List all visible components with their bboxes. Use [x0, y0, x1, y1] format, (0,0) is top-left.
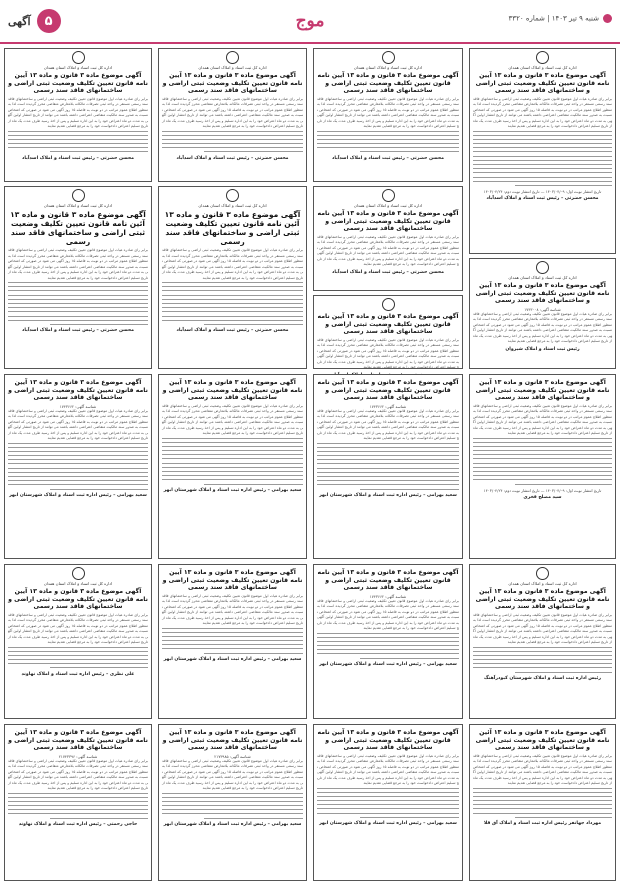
notice-title: آگهی موضوع ماده ۳ قانون و ماده ۱۳ آیین نامه قانون تعیین تکلیف وضعیت ثبتی اراضی و ساختمانهای فاقد سند رسمی	[162, 379, 303, 401]
notice-signature: رئیس اداره ثبت اسناد و املاک شهرستان کبودرآهنگ	[484, 675, 601, 681]
notice-shenase: شناسه آگهی: ۱۷۴۳۰۰۸	[524, 306, 561, 312]
page-header	[0, 0, 620, 44]
notice-text-lines	[8, 282, 148, 325]
emblem-icon	[536, 51, 549, 64]
notice-org: اداره کل ثبت اسناد و املاک استان همدان	[198, 65, 267, 70]
notice-signature: محسن حضرتی – رئیس ثبت اسناد و املاک اسدآباد	[176, 155, 289, 161]
notice-title: آگهی موضوع ماده ۳ قانون و ماده ۱۳ آیین نامه قانون تعیین تکلیف وضعیت ثبتی اراضی و ساختمانهای فاقد سند رسمی	[162, 569, 303, 591]
notice-title: آگهی موضوع ماده ۳ قانون و ماده ۱۳ آیین نامه قانون تعیین تکلیف وضعیت ثبتی اراضی و ساختمانهای فاقد سند رسمی	[475, 282, 610, 304]
emblem-icon	[72, 189, 85, 202]
notice-title: آگهی موضوع ماده ۳ قانون و ماده ۱۳ آیین نامه قانون تعیین تکلیف وضعیت ثبتی اراضی و ساختمانهای فاقد سند رسمی	[8, 379, 148, 401]
notice-signature: سعید بهرامی – رئیس اداره ثبت اسناد و املاک شهرستان ابهر	[319, 661, 457, 667]
notice-body: برابر رای صادره هیات اول موضوع قانون تعیین تکلیف وضعیت ثبتی اراضی و ساختمانهای فاقد سند رسمی مستقر در واحد ثبتی تصرفات مالکانه بلامعارض متقاضی محرز گردیده است لذا به منظور اطلاع عموم مراتب در دو نوبت به فاصله ۱۵ روز آگهی می شود در صورتی که اشخاص نسبت به صدور سند مالکیت متقاضی اعتراضی داشته باشند می توانند از تاریخ انتشار اولین آگهی به مدت دو ماه اعتراض خود را به این اداره تسلیم و پس از اخذ رسید ظرف مدت یک ماه از تاریخ تسلیم اعتراض دادخواست خود را به مرجع قضایی تقدیم نمایند	[317, 234, 459, 266]
notice-org: اداره کل ثبت اسناد و املاک استان همدان	[353, 65, 423, 70]
emblem-icon	[226, 51, 239, 64]
notice-body: برابر رای صادره هیات اول موضوع قانون تعیین تکلیف وضعیت ثبتی اراضی و ساختمانهای فاقد سند رسمی مستقر در واحد ثبتی تصرفات مالکانه بلامعارض متقاضی محرز گردیده است لذا به منظور اطلاع عموم مراتب در دو نوبت به فاصله ۱۵ روز آگهی می شود در صورتی که اشخاص نسبت به صدور سند مالکیت متقاضی اعتراضی داشته باشند می توانند از تاریخ انتشار اولین آگهی به مدت دو ماه اعتراض خود را به این اداره تسلیم و پس از اخذ رسید ظرف مدت یک ماه از تاریخ تسلیم اعتراض دادخواست خود را به مرجع قضایی تقدیم نمایند	[473, 96, 612, 128]
notice-text-lines	[162, 282, 303, 325]
notice-ad	[158, 374, 307, 559]
notice-ad	[313, 186, 463, 291]
emblem-icon	[382, 189, 395, 202]
notice-text-lines	[473, 438, 612, 485]
notice-ad	[313, 295, 463, 369]
emblem-icon	[382, 298, 395, 311]
notice-ad	[469, 258, 616, 369]
page-number-badge: ۵	[37, 9, 61, 33]
notice-signature: سعید بهرامی – رئیس اداره ثبت اسناد و املاک شهرستان ابهر	[163, 487, 302, 493]
notice-ad	[469, 724, 616, 881]
notice-body: برابر رای صادره هیات اول موضوع قانون تعیین تکلیف وضعیت ثبتی اراضی و ساختمانهای فاقد سند رسمی مستقر در واحد ثبتی تصرفات مالکانه بلامعارض متقاضی محرز گردیده است لذا به منظور اطلاع عموم مراتب در دو نوبت به فاصله ۱۵ روز آگهی می شود در صورتی که اشخاص نسبت به صدور سند مالکیت متقاضی اعتراضی داشته باشند می توانند از تاریخ انتشار اولین آگهی به مدت دو ماه اعتراض خود را به این اداره تسلیم و پس از اخذ رسید ظرف مدت یک ماه از تاریخ تسلیم اعتراض دادخواست خود را به مرجع قضایی تقدیم نمایند	[8, 96, 148, 128]
notice-body: برابر رای صادره هیات اول موضوع قانون تعیین تکلیف وضعیت ثبتی اراضی و ساختمانهای فاقد سند رسمی مستقر در واحد ثبتی تصرفات مالکانه بلامعارض متقاضی محرز گردیده است لذا به منظور اطلاع عموم مراتب در دو نوبت به فاصله ۱۵ روز آگهی می شود در صورتی که اشخاص نسبت به صدور سند مالکیت متقاضی اعتراضی داشته باشند می توانند از تاریخ انتشار اولین آگهی به مدت دو ماه اعتراض خود را به این اداره تسلیم و پس از اخذ رسید ظرف مدت یک ماه از تاریخ تسلیم اعتراض دادخواست خود را به مرجع قضایی تقدیم نمایند	[317, 753, 459, 785]
notice-body: برابر رای صادره هیات اول موضوع قانون تعیین تکلیف وضعیت ثبتی اراضی و ساختمانهای فاقد سند رسمی مستقر در واحد ثبتی تصرفات مالکانه بلامعارض متقاضی محرز گردیده است لذا به منظور اطلاع عموم مراتب در دو نوبت به فاصله ۱۵ روز آگهی می شود در صورتی که اشخاص نسبت به صدور سند مالکیت متقاضی اعتراضی داشته باشند می توانند از تاریخ انتشار اولین آگهی به مدت دو ماه اعتراض خود را به این اداره تسلیم و پس از اخذ رسید ظرف مدت یک ماه از تاریخ تسلیم اعتراض دادخواست خود را به مرجع قضایی تقدیم نمایند	[473, 403, 612, 435]
notice-text-lines	[317, 633, 459, 659]
notice-body: برابر رای صادره هیات اول موضوع قانون تعیین تکلیف وضعیت ثبتی اراضی و ساختمانهای فاقد سند رسمی مستقر در واحد ثبتی تصرفات مالکانه بلامعارض متقاضی محرز گردیده است لذا به منظور اطلاع عموم مراتب در دو نوبت به فاصله ۱۵ روز آگهی می شود در صورتی که اشخاص نسبت به صدور سند مالکیت متقاضی اعتراضی داشته باشند می توانند از تاریخ انتشار اولین آگهی به مدت دو ماه اعتراض خود را به این اداره تسلیم و پس از اخذ رسید ظرف مدت یک ماه از تاریخ تسلیم اعتراض دادخواست خود را به مرجع قضایی تقدیم نمایند	[317, 337, 459, 369]
notice-signature: محسن حضرتی – رئیس ثبت اسناد و املاک اسدآباد	[486, 196, 599, 202]
notice-body: برابر رای صادره هیات اول موضوع قانون تعیین تکلیف وضعیت ثبتی اراضی و ساختمانهای فاقد سند رسمی مستقر در واحد ثبتی تصرفات مالکانه بلامعارض متقاضی محرز گردیده است لذا به منظور اطلاع عموم مراتب در دو نوبت به فاصله ۱۵ روز آگهی می شود در صورتی که اشخاص نسبت به صدور سند مالکیت متقاضی اعتراضی داشته باشند می توانند از تاریخ انتشار اولین آگهی به مدت دو ماه اعتراض خود را به این اداره تسلیم و پس از اخذ رسید ظرف مدت یک ماه از تاریخ تسلیم اعتراض دادخواست خود را به مرجع قضایی تقدیم نمایند	[162, 96, 303, 128]
notice-text-lines	[473, 788, 612, 818]
notice-body: برابر رای صادره هیات اول موضوع قانون تعیین تکلیف وضعیت ثبتی اراضی و ساختمانهای فاقد سند رسمی مستقر در واحد ثبتی تصرفات مالکانه بلامعارض متقاضی محرز گردیده است لذا به منظور اطلاع عموم مراتب در دو نوبت به فاصله ۱۵ روز آگهی می شود در صورتی که اشخاص نسبت به صدور سند مالکیت متقاضی اعتراضی داشته باشند می توانند از تاریخ انتشار اولین آگهی به مدت دو ماه اعتراض خود را به این اداره تسلیم و پس از اخذ رسید ظرف مدت یک ماه از تاریخ تسلیم اعتراض دادخواست خود را به مرجع قضایی تقدیم نمایند	[473, 612, 612, 644]
notice-ad	[4, 48, 152, 182]
notice-signature: سعید بهرامی – رئیس اداره ثبت اسناد و املاک شهرستان ابهر	[163, 656, 302, 662]
notice-text-lines	[8, 793, 148, 819]
notice-signature: محسن حضرتی – رئیس ثبت اسناد و املاک اسدآباد	[176, 328, 289, 334]
notice-ad	[469, 48, 616, 254]
notice-ad	[313, 48, 463, 182]
notice-ad	[313, 724, 463, 881]
notice-title: آگهی موضوع ماده ۳ قانون و ماده ۱۳ آئین نامه قانون تعیین تکلیف وضعیت ثبتی اراضی و ساختمانهای فاقد سند رسمی	[164, 210, 301, 246]
notice-text-lines	[317, 443, 459, 490]
notice-body: برابر رای صادره هیات اول موضوع قانون تعیین تکلیف وضعیت ثبتی اراضی و ساختمانهای فاقد سند رسمی مستقر در واحد ثبتی تصرفات مالکانه بلامعارض متقاضی محرز گردیده است لذا به منظور اطلاع عموم مراتب در دو نوبت به فاصله ۱۵ روز آگهی می شود در صورتی که اشخاص نسبت به صدور سند مالکیت متقاضی اعتراضی داشته باشند می توانند از تاریخ انتشار اولین آگهی به مدت دو ماه اعتراض خود را به این اداره تسلیم و پس از اخذ رسید ظرف مدت یک ماه از تاریخ تسلیم اعتراض دادخواست خود را به مرجع قضایی تقدیم نمایند	[8, 248, 148, 280]
notice-text-lines	[162, 793, 303, 819]
notice-title: آگهی موضوع ماده ۳ قانون و ماده ۱۳ آیین نامه قانون تعیین تکلیف وضعیت ثبتی اراضی و ساختمانهای فاقد سند رسمی	[8, 729, 148, 751]
notice-title: آگهی موضوع ماده ۳ قانون و ماده ۱۳ آیین نامه قانون تعیین تکلیف وضعیت ثبتی اراضی و ساختمانهای فاقد سند رسمی	[162, 729, 303, 751]
notice-ad	[469, 374, 616, 559]
notice-signature: محسن حضرتی – رئیس ثبت اسناد و املاک اسدآباد	[332, 269, 444, 275]
notice-title: آگهی موضوع ماده ۳ قانون و ماده ۱۳ آئین نامه قانون تعیین تکلیف وضعیت ثبتی اراضی و ساختمانهای فاقد سند رسمی	[475, 729, 610, 751]
notice-title: آگهی موضوع ماده ۳ قانون و ماده ۱۳ آیین نامه قانون تعیین تکلیف وضعیت ثبتی اراضی و ساختمانهای فاقد سند رسمی	[317, 729, 459, 751]
notice-org: اداره کل ثبت اسناد و املاک استان همدان	[353, 203, 423, 208]
newspaper-emblem-icon	[603, 14, 612, 23]
notice-signature: سعید بهرامی – رئیس اداره ثبت اسناد و املاک شهرستان ابهر	[163, 821, 302, 827]
notice-org: اداره کل ثبت اسناد و املاک استان همدان	[508, 581, 577, 586]
notice-body: برابر رای صادره هیات اول موضوع قانون تعیین تکلیف وضعیت ثبتی اراضی و ساختمانهای فاقد سند رسمی مستقر در واحد ثبتی تصرفات مالکانه بلامعارض متقاضی محرز گردیده است لذا به منظور اطلاع عموم مراتب در دو نوبت به فاصله ۱۵ روز آگهی می شود در صورتی که اشخاص نسبت به صدور سند مالکیت متقاضی اعتراضی داشته باشند می توانند از تاریخ انتشار اولین آگهی به مدت دو ماه اعتراض خود را به این اداره تسلیم و پس از اخذ رسید ظرف مدت یک ماه از تاریخ تسلیم اعتراض دادخواست خود را به مرجع قضایی تقدیم نمایند	[162, 403, 303, 435]
notice-ad	[158, 186, 307, 369]
notice-text-lines	[8, 443, 148, 490]
notice-body: برابر رای صادره هیات اول موضوع قانون تعیین تکلیف وضعیت ثبتی اراضی و ساختمانهای فاقد سند رسمی مستقر در واحد ثبتی تصرفات مالکانه بلامعارض متقاضی محرز گردیده است لذا به منظور اطلاع عموم مراتب در دو نوبت به فاصله ۱۵ روز آگهی می شود در صورتی که اشخاص نسبت به صدور سند مالکیت متقاضی اعتراضی داشته باشند می توانند از تاریخ انتشار اولین آگهی به مدت دو ماه اعتراض خود را به این اداره تسلیم و پس از اخذ رسید ظرف مدت یک ماه از تاریخ تسلیم اعتراض دادخواست خود را به مرجع قضایی تقدیم نمایند	[317, 408, 459, 440]
notice-body: برابر رای صادره هیات اول موضوع قانون تعیین تکلیف وضعیت ثبتی اراضی و ساختمانهای فاقد سند رسمی مستقر در واحد ثبتی تصرفات مالکانه بلامعارض متقاضی محرز گردیده است لذا به منظور اطلاع عموم مراتب در دو نوبت به فاصله ۱۵ روز آگهی می شود در صورتی که اشخاص نسبت به صدور سند مالکیت متقاضی اعتراضی داشته باشند می توانند از تاریخ انتشار اولین آگهی به مدت دو ماه اعتراض خود را به این اداره تسلیم و پس از اخذ رسید ظرف مدت یک ماه از تاریخ تسلیم اعتراض دادخواست خود را به مرجع قضایی تقدیم نمایند	[8, 612, 148, 644]
emblem-icon	[226, 189, 239, 202]
notice-org: اداره کل ثبت اسناد و املاک استان همدان	[43, 203, 113, 208]
notice-ad	[469, 564, 616, 719]
notice-ad	[4, 564, 152, 719]
notice-body: برابر رای صادره هیات اول موضوع قانون تعیین تکلیف وضعیت ثبتی اراضی و ساختمانهای فاقد سند رسمی مستقر در واحد ثبتی تصرفات مالکانه بلامعارض متقاضی محرز گردیده است لذا به منظور اطلاع عموم مراتب در دو نوبت به فاصله ۱۵ روز آگهی می شود در صورتی که اشخاص نسبت به صدور سند مالکیت متقاضی اعتراضی داشته باشند می توانند از تاریخ انتشار اولین آگهی به مدت دو ماه اعتراض خود را به این اداره تسلیم و پس از اخذ رسید ظرف مدت یک ماه از تاریخ تسلیم اعتراض دادخواست خود را به مرجع قضایی تقدیم نمایند	[473, 753, 612, 785]
emblem-icon	[536, 567, 549, 580]
notice-body: برابر رای صادره هیات اول موضوع قانون تعیین تکلیف وضعیت ثبتی اراضی و ساختمانهای فاقد سند رسمی مستقر در واحد ثبتی تصرفات مالکانه بلامعارض متقاضی محرز گردیده است لذا به منظور اطلاع عموم مراتب در دو نوبت به فاصله ۱۵ روز آگهی می شود در صورتی که اشخاص نسبت به صدور سند مالکیت متقاضی اعتراضی داشته باشند می توانند از تاریخ انتشار اولین آگهی به مدت دو ماه اعتراض خود را به این اداره تسلیم و پس از اخذ رسید ظرف مدت یک ماه از تاریخ تسلیم اعتراض دادخواست خود را به مرجع قضایی تقدیم نمایند	[473, 311, 612, 343]
notice-title: آگهی موضوع ماده ۳ قانون و ماده ۱۳ آیین نامه قانون تعیین تکلیف وضعیت ثبتی اراضی و ساختمانهای فاقد سند رسمی	[162, 72, 303, 94]
notice-org: اداره کل ثبت اسناد و املاک استان همدان	[508, 275, 577, 280]
emblem-icon	[536, 261, 549, 274]
notice-signature: سعید بهرامی – رئیس اداره ثبت اسناد و املاک شهرستان ابهر	[319, 821, 457, 826]
notice-ad	[313, 564, 463, 719]
notice-org: اداره کل ثبت اسناد و املاک استان همدان	[43, 65, 113, 70]
notice-title: آگهی موضوع ماده ۳ قانون و ماده ۱۳ آیین نامه قانون تعیین تکلیف وضعیت ثبتی اراضی و ساختمانهای فاقد سند رسمی	[317, 313, 459, 335]
notice-title: آگهی موضوع ماده ۳ قانون و ماده ۱۳ آیین نامه قانون تعیین تکلیف وضعیت ثبتی اراضی و ساختمانهای فاقد سند رسمی	[317, 72, 459, 94]
notice-ad	[158, 564, 307, 719]
notice-shenase: شناسه آگهی: ۱۷۴۳۶۶۲	[369, 403, 407, 409]
notice-ad	[4, 374, 152, 559]
notice-title: آگهی موضوع ماده ۳ قانون و ماده ۱۳ آیین نامه قانون تعیین تکلیف وضعیت ثبتی اراضی و ساختمانهای فاقد سند رسمی	[317, 569, 459, 591]
notice-signature: سعید بهرامی – رئیس اداره ثبت اسناد و املاک شهرستان ابهر	[9, 492, 147, 498]
notice-title: آگهی موضوع ماده ۳ قانون و ماده ۱۳ آیین نامه قانون تعیین تکلیف وضعیت ثبتی اراضی و ساختمانهای فاقد سند رسمی	[475, 588, 610, 610]
notice-body: برابر رای صادره هیات اول موضوع قانون تعیین تکلیف وضعیت ثبتی اراضی و ساختمانهای فاقد سند رسمی مستقر در واحد ثبتی تصرفات مالکانه بلامعارض متقاضی محرز گردیده است لذا به منظور اطلاع عموم مراتب در دو نوبت به فاصله ۱۵ روز آگهی می شود در صورتی که اشخاص نسبت به صدور سند مالکیت متقاضی اعتراضی داشته باشند می توانند از تاریخ انتشار اولین آگهی به مدت دو ماه اعتراض خود را به این اداره تسلیم و پس از اخذ رسید ظرف مدت یک ماه از تاریخ تسلیم اعتراض دادخواست خود را به مرجع قضایی تقدیم نمایند	[317, 598, 459, 630]
notice-dates: تاریخ انتشار نوبت اول: ۱۴۰۳/۰۴/۰۹ — تاریخ انتشار نوبت دوم: ۱۴۰۳/۰۴/۲۴	[483, 487, 602, 493]
notice-org: اداره کل ثبت اسناد و املاک استان همدان	[198, 203, 267, 208]
notice-signature: حاجی رحمتی – رئیس اداره ثبت اسناد و املاک نهاوند	[18, 821, 138, 827]
notice-shenase: شناسه آگهی: ۱۷۴۳۶۶۲	[369, 593, 407, 599]
notice-signature: مهرداد جهانفر رئیس اداره ثبت اسناد و املاک آق قلا	[483, 821, 602, 826]
notice-org: اداره کل ثبت اسناد و املاک استان همدان	[43, 581, 113, 586]
notice-body: برابر رای صادره هیات اول موضوع قانون تعیین تکلیف وضعیت ثبتی اراضی و ساختمانهای فاقد سند رسمی مستقر در واحد ثبتی تصرفات مالکانه بلامعارض متقاضی محرز گردیده است لذا به منظور اطلاع عموم مراتب در دو نوبت به فاصله ۱۵ روز آگهی می شود در صورتی که اشخاص نسبت به صدور سند مالکیت متقاضی اعتراضی داشته باشند می توانند از تاریخ انتشار اولین آگهی به مدت دو ماه اعتراض خود را به این اداره تسلیم و پس از اخذ رسید ظرف مدت یک ماه از تاریخ تسلیم اعتراض دادخواست خود را به مرجع قضایی تقدیم نمایند	[317, 96, 459, 128]
newspaper-logo	[268, 4, 352, 38]
notice-signature: محسن حضرتی – رئیس ثبت اسناد و املاک اسدآباد	[22, 155, 134, 161]
notice-body: برابر رای صادره هیات اول موضوع قانون تعیین تکلیف وضعیت ثبتی اراضی و ساختمانهای فاقد سند رسمی مستقر در واحد ثبتی تصرفات مالکانه بلامعارض متقاضی محرز گردیده است لذا به منظور اطلاع عموم مراتب در دو نوبت به فاصله ۱۵ روز آگهی می شود در صورتی که اشخاص نسبت به صدور سند مالکیت متقاضی اعتراضی داشته باشند می توانند از تاریخ انتشار اولین آگهی به مدت دو ماه اعتراض خود را به این اداره تسلیم و پس از اخذ رسید ظرف مدت یک ماه از تاریخ تسلیم اعتراض دادخواست خود را به مرجع قضایی تقدیم نمایند	[162, 593, 303, 625]
notice-body: برابر رای صادره هیات اول موضوع قانون تعیین تکلیف وضعیت ثبتی اراضی و ساختمانهای فاقد سند رسمی مستقر در واحد ثبتی تصرفات مالکانه بلامعارض متقاضی محرز گردیده است لذا به منظور اطلاع عموم مراتب در دو نوبت به فاصله ۱۵ روز آگهی می شود در صورتی که اشخاص نسبت به صدور سند مالکیت متقاضی اعتراضی داشته باشند می توانند از تاریخ انتشار اولین آگهی به مدت دو ماه اعتراض خود را به این اداره تسلیم و پس از اخذ رسید ظرف مدت یک ماه از تاریخ تسلیم اعتراض دادخواست خود را به مرجع قضایی تقدیم نمایند	[8, 408, 148, 440]
emblem-icon	[72, 567, 85, 580]
notice-body: برابر رای صادره هیات اول موضوع قانون تعیین تکلیف وضعیت ثبتی اراضی و ساختمانهای فاقد سند رسمی مستقر در واحد ثبتی تصرفات مالکانه بلامعارض متقاضی محرز گردیده است لذا به منظور اطلاع عموم مراتب در دو نوبت به فاصله ۱۵ روز آگهی می شود در صورتی که اشخاص نسبت به صدور سند مالکیت متقاضی اعتراضی داشته باشند می توانند از تاریخ انتشار اولین آگهی به مدت دو ماه اعتراض خود را به این اداره تسلیم و پس از اخذ رسید ظرف مدت یک ماه از تاریخ تسلیم اعتراض دادخواست خود را به مرجع قضایی تقدیم نمایند	[8, 758, 148, 790]
issue-date	[509, 14, 612, 23]
emblem-icon	[72, 51, 85, 64]
notice-shenase: شناسه آگهی: ۱۷۴۳۶۶۲	[59, 403, 97, 409]
notice-text-lines	[162, 628, 303, 654]
notice-ad	[158, 48, 307, 182]
notice-signature: سعید بهرامی – رئیس اداره ثبت اسناد و املاک شهرستان ابهر	[319, 492, 457, 498]
notice-ad	[313, 374, 463, 559]
notice-title: آگهی موضوع ماده ۳ قانون و ماده ۱۳ آیین نامه قانون تعیین تکلیف وضعیت ثبتی اراضی و ساختمانهای فاقد سند رسمی	[8, 72, 148, 94]
notice-title: آگهی موضوع ماده ۳ قانون و ماده ۱۳ آیین نامه قانون تعیین تکلیف وضعیت ثبتی اراضی و ساختمانهای فاقد سند رسمی	[8, 588, 148, 610]
notice-text-lines	[8, 131, 148, 153]
notice-body: برابر رای صادره هیات اول موضوع قانون تعیین تکلیف وضعیت ثبتی اراضی و ساختمانهای فاقد سند رسمی مستقر در واحد ثبتی تصرفات مالکانه بلامعارض متقاضی محرز گردیده است لذا به منظور اطلاع عموم مراتب در دو نوبت به فاصله ۱۵ روز آگهی می شود در صورتی که اشخاص نسبت به صدور سند مالکیت متقاضی اعتراضی داشته باشند می توانند از تاریخ انتشار اولین آگهی به مدت دو ماه اعتراض خود را به این اداره تسلیم و پس از اخذ رسید ظرف مدت یک ماه از تاریخ تسلیم اعتراض دادخواست خود را به مرجع قضایی تقدیم نمایند	[162, 758, 303, 790]
notice-ad	[158, 724, 307, 881]
emblem-icon	[382, 51, 395, 64]
notice-text-lines	[317, 788, 459, 818]
issue-date-text: شنبه ۹ تیر ۱۴۰۳ | شماره ۳۳۲۰	[508, 14, 599, 23]
notice-body: برابر رای صادره هیات اول موضوع قانون تعیین تکلیف وضعیت ثبتی اراضی و ساختمانهای فاقد سند رسمی مستقر در واحد ثبتی تصرفات مالکانه بلامعارض متقاضی محرز گردیده است لذا به منظور اطلاع عموم مراتب در دو نوبت به فاصله ۱۵ روز آگهی می شود در صورتی که اشخاص نسبت به صدور سند مالکیت متقاضی اعتراضی داشته باشند می توانند از تاریخ انتشار اولین آگهی به مدت دو ماه اعتراض خود را به این اداره تسلیم و پس از اخذ رسید ظرف مدت یک ماه از تاریخ تسلیم اعتراض دادخواست خود را به مرجع قضایی تقدیم نمایند	[162, 248, 303, 280]
notice-signature: محسن حضرتی – رئیس ثبت اسناد و املاک اسدآباد	[22, 328, 134, 334]
notice-text-lines	[162, 131, 303, 153]
notice-ad	[4, 724, 152, 881]
notice-signature: رئیس ثبت اسناد و املاک شیروان	[505, 346, 580, 352]
notice-org: اداره کل ثبت اسناد و املاک استان همدان	[508, 65, 577, 70]
notice-title: آگهی موضوع ماده ۳ قانون و ماده ۱۳ آیین نامه قانون تعیین تکلیف وضعیت ثبتی اراضی و ساختمانهای فاقد سند رسمی	[475, 379, 610, 401]
notice-text-lines	[473, 647, 612, 673]
logo-text: موج	[295, 11, 325, 31]
notice-title: آگهی موضوع ماده ۳ قانون و ماده ۱۳ آیین نامه قانون تعیین تکلیف وضعیت ثبتی اراضی و ساختمانهای فاقد سند رسمی	[475, 72, 610, 94]
notice-signature: محسن حضرتی – رئیس ثبت اسناد و املاک اسدآباد	[332, 155, 444, 161]
notice-title: آگهی موضوع ماده ۳ قانون و ماده ۱۳ آیین نامه قانون تعیین تکلیف وضعیت ثبتی اراضی و ساختمانهای فاقد سند رسمی	[317, 379, 459, 401]
notice-signature: علی نظری – رئیس اداره ثبت اسناد و املاک نهاوند	[21, 671, 135, 677]
section-label: آگهی	[8, 14, 31, 28]
notice-title: آگهی موضوع ماده ۳ قانون و ماده ۱۳ آیین نامه قانون تعیین تکلیف وضعیت ثبتی اراضی و ساختمانهای فاقد سند رسمی	[317, 210, 459, 232]
notice-text-lines	[162, 438, 303, 485]
notice-title: آگهی موضوع ماده ۳ قانون و ماده ۱۳ آئین نامه قانون تعیین تکلیف وضعیت ثبتی اراضی و ساختمانهای فاقد سند رسمی	[10, 210, 146, 246]
notice-text-lines	[317, 131, 459, 153]
notice-shenase: شناسه آگهی: ۲۱۷۴۳۳۹۶	[58, 753, 98, 759]
notice-shenase: شناسه آگهی: ۲۱۷۳۹۸۵	[214, 753, 251, 759]
notice-text-lines	[473, 131, 612, 186]
section-heading	[8, 6, 61, 36]
notice-signature: سید مصلح فخری	[523, 494, 562, 500]
notice-dates: تاریخ انتشار نوبت اول: ۱۴۰۳/۰۴/۰۹ — تاریخ انتشار نوبت دوم: ۱۴۰۳/۰۴/۲۴	[483, 189, 602, 195]
notice-ad	[4, 186, 152, 369]
notice-text-lines	[8, 647, 148, 669]
